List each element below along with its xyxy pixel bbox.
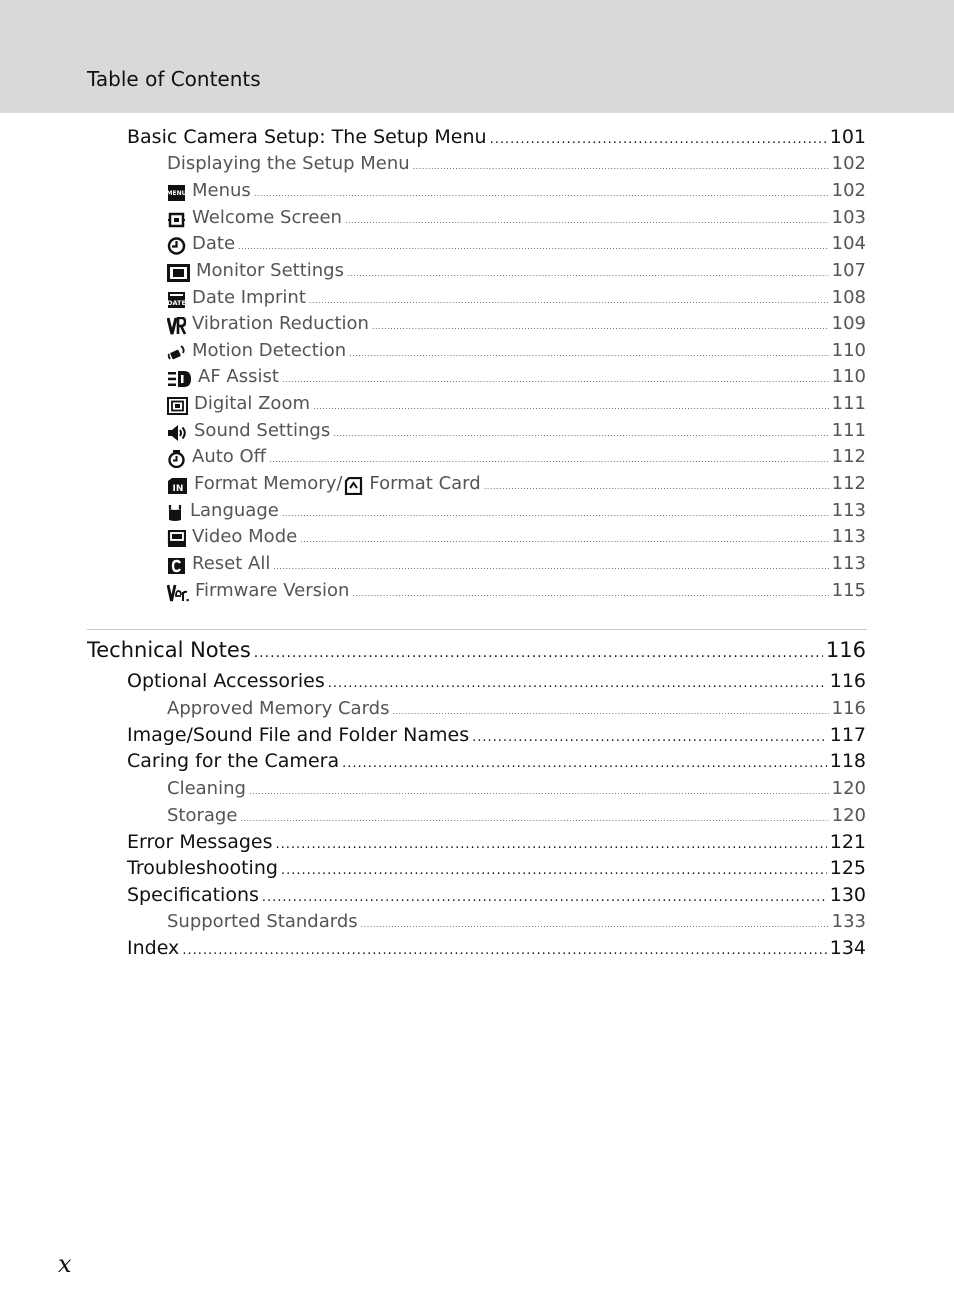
reset-icon [167, 557, 186, 575]
toc-entry-vibration-reduction[interactable] [167, 313, 866, 339]
toc-page: 130 [829, 884, 866, 906]
toc-label: Error Messages [127, 831, 273, 853]
svg-text:IN: IN [172, 484, 184, 494]
leader-dots [490, 132, 827, 147]
digital-zoom-icon [167, 397, 188, 415]
leader-dots [392, 707, 828, 716]
toc-page: 116 [829, 670, 866, 692]
date-imprint-icon [167, 291, 186, 309]
monitor-icon [167, 264, 190, 282]
toc-label: AF Assist [198, 366, 279, 387]
af-assist-icon [167, 370, 192, 388]
toc-label: Storage [167, 805, 238, 826]
leader-dots [342, 756, 827, 771]
toc-entry-reset-all[interactable] [167, 553, 866, 579]
toc-page: 107 [831, 260, 866, 281]
page-number: x [58, 1250, 72, 1278]
toc-page: 112 [831, 446, 866, 467]
svg-text:DATE: DATE [167, 299, 186, 307]
welcome-screen-icon [167, 211, 186, 229]
toc-page: 111 [831, 393, 866, 414]
toc-page: 101 [829, 126, 866, 148]
toc-entry-language[interactable] [167, 500, 866, 526]
toc-page: 102 [831, 153, 866, 174]
toc-label: Date Imprint [192, 287, 306, 308]
leader-dots [282, 509, 829, 518]
section-divider [87, 629, 867, 630]
toc-label: Technical Notes [87, 638, 251, 662]
toc-label: Reset All [192, 553, 271, 574]
toc-entry-af-assist[interactable] [167, 366, 866, 392]
leader-dots [254, 189, 829, 198]
toc-page: 102 [831, 180, 866, 201]
leader-dots [472, 730, 827, 745]
leader-dots [240, 814, 828, 823]
leader-dots [276, 837, 827, 852]
toc-page: 120 [831, 778, 866, 799]
toc-entry-storage[interactable] [167, 805, 866, 831]
toc-page: 117 [829, 724, 866, 746]
toc-label-2: Format Card [369, 473, 481, 494]
toc-page: 134 [829, 937, 866, 959]
toc-page: 125 [829, 857, 866, 879]
toc-label: Format Memory/ [194, 473, 343, 494]
leader-dots [249, 787, 829, 796]
toc-page: 121 [829, 831, 866, 853]
leader-dots [347, 269, 829, 278]
toc-label: Troubleshooting [127, 857, 278, 879]
toc-entry-supported-standards[interactable] [167, 911, 866, 937]
toc-label: Auto Off [192, 446, 267, 467]
toc-label: Motion Detection [192, 340, 347, 361]
toc-entry-technical-notes[interactable] [87, 638, 866, 666]
toc-label: Language [190, 500, 279, 521]
leader-dots [372, 322, 829, 331]
toc-page: 110 [831, 366, 866, 387]
leader-dots [282, 375, 829, 384]
leader-dots [361, 920, 829, 929]
toc-entry-menus[interactable] [167, 180, 866, 206]
toc-label: Firmware Version [195, 580, 350, 601]
leader-dots [273, 562, 828, 571]
leader-dots [313, 402, 829, 411]
header-bar [0, 0, 954, 113]
toc-label: Displaying the Setup Menu [167, 153, 410, 174]
language-icon [167, 504, 184, 522]
toc-page: 113 [831, 526, 866, 547]
toc-label: Menus [192, 180, 251, 201]
toc-page: 115 [831, 580, 866, 601]
toc-entry-approved-memory-cards[interactable] [167, 698, 866, 724]
toc-label: Digital Zoom [194, 393, 310, 414]
leader-dots [413, 162, 829, 171]
toc-entry-date-imprint[interactable] [167, 287, 866, 313]
leader-dots [300, 535, 828, 544]
toc-label: Monitor Settings [196, 260, 344, 281]
toc-entry-caring-for-camera[interactable] [127, 750, 866, 776]
page-title: Table of Contents [87, 67, 261, 91]
toc-page: 111 [831, 420, 866, 441]
speaker-icon [167, 424, 188, 442]
toc-page: 108 [831, 287, 866, 308]
leader-dots [484, 482, 829, 491]
leader-dots [349, 349, 828, 358]
toc-label: Specifications [127, 884, 259, 906]
leader-dots [309, 296, 829, 305]
toc-label: Sound Settings [194, 420, 331, 441]
menus-icon [167, 184, 186, 202]
leader-dots [254, 645, 823, 661]
toc-entry-firmware-version[interactable] [167, 580, 866, 606]
toc-label: Welcome Screen [192, 207, 342, 228]
toc-entry-format-memory[interactable] [167, 473, 866, 499]
motion-detection-icon [167, 344, 186, 362]
toc-entry-specifications[interactable] [127, 884, 866, 910]
toc-page: 116 [825, 638, 866, 662]
leader-dots [182, 943, 826, 958]
toc-page: 133 [831, 911, 866, 932]
toc-label: Vibration Reduction [192, 313, 369, 334]
leader-dots [345, 216, 829, 225]
vr-icon [167, 317, 186, 335]
toc-page: 112 [831, 473, 866, 494]
toc-entry-optional-accessories[interactable] [127, 670, 866, 696]
leader-dots [352, 589, 828, 598]
leader-dots [281, 863, 827, 878]
toc-page: 116 [831, 698, 866, 719]
firmware-version-icon [167, 584, 189, 602]
leader-dots [262, 890, 827, 905]
toc-label: Basic Camera Setup: The Setup Menu [127, 126, 487, 148]
toc-label: Image/Sound File and Folder Names [127, 724, 470, 746]
toc-label: Optional Accessories [127, 670, 325, 692]
toc-entry-auto-off[interactable] [167, 446, 866, 472]
toc-page: 109 [831, 313, 866, 334]
toc-label: Video Mode [192, 526, 298, 547]
leader-dots [333, 429, 828, 438]
toc-entry-error-messages[interactable] [127, 831, 866, 857]
auto-off-icon [167, 450, 186, 468]
toc-entry-index[interactable] [127, 937, 866, 963]
leader-dots [269, 455, 829, 464]
memory-card-icon [344, 477, 363, 495]
clock-icon [167, 237, 186, 255]
toc-page: 120 [831, 805, 866, 826]
toc-entry-welcome-screen[interactable] [167, 207, 866, 233]
toc-entry-troubleshooting[interactable] [127, 857, 866, 883]
toc-entry-cleaning[interactable] [167, 778, 866, 804]
toc-entry-sound-settings[interactable] [167, 420, 866, 446]
toc-label: Supported Standards [167, 911, 358, 932]
toc-label: Cleaning [167, 778, 246, 799]
toc-page: 110 [831, 340, 866, 361]
toc-entry-digital-zoom[interactable] [167, 393, 866, 419]
internal-memory-icon [167, 477, 188, 495]
toc-page: 118 [829, 750, 866, 772]
toc-page: 113 [831, 553, 866, 574]
toc-entry-displaying-setup-menu[interactable] [167, 153, 866, 179]
video-mode-icon [167, 530, 186, 548]
toc-entry-video-mode[interactable] [167, 526, 866, 552]
toc-label: Approved Memory Cards [167, 698, 390, 719]
toc-entry-date[interactable] [167, 233, 866, 259]
toc-label: Index [127, 937, 180, 959]
toc-page: 103 [831, 207, 866, 228]
toc-page: 104 [831, 233, 866, 254]
toc-page: 113 [831, 500, 866, 521]
toc-label: Caring for the Camera [127, 750, 340, 772]
toc-label: Date [192, 233, 236, 254]
leader-dots [328, 676, 827, 691]
toc-entry-setup-menu[interactable] [127, 126, 866, 152]
toc-entry-motion-detection[interactable] [167, 340, 866, 366]
toc-entry-file-folder-names[interactable] [127, 724, 866, 750]
leader-dots [238, 242, 829, 251]
svg-text:MENU: MENU [167, 190, 186, 197]
toc-entry-monitor-settings[interactable] [167, 260, 866, 286]
